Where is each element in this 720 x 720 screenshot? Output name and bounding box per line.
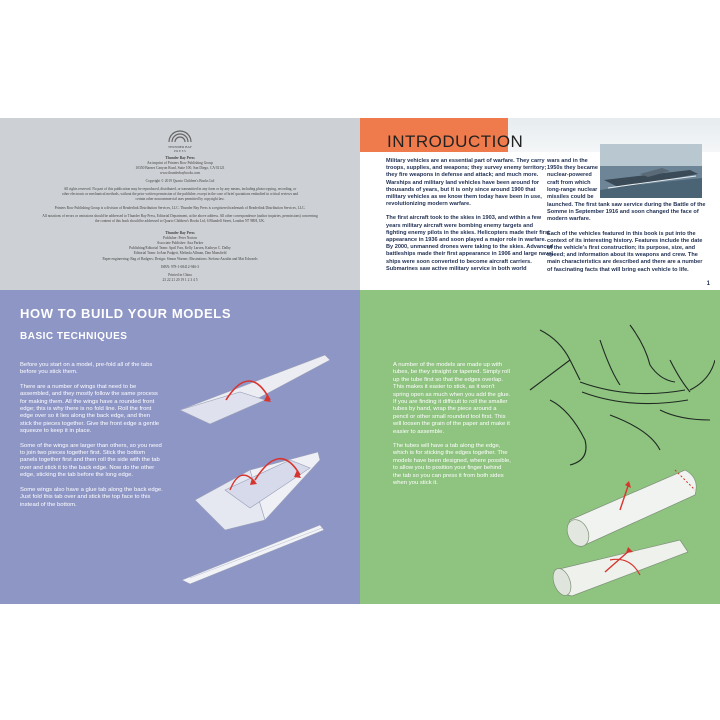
staff-heading: Thunder Bay Press: [165, 231, 195, 235]
intro-paragraph: Each of the vehicles featured in this book is put into the context of its interesting history. Features include the date of the vehicle's first construction; its purpose, size, and speed; and information about its weapons and crew. The main characteristics are described and there are a number of fascinating facts that will bring each vehicle to life.: [547, 230, 703, 273]
tubes-text: [393, 362, 511, 495]
page-title: HOW TO BUILD YOUR MODELS: [20, 306, 232, 321]
imprint-name: Thunder Bay Press: [165, 156, 195, 160]
warship-photo: [600, 144, 702, 198]
imprint-url: www.thunderbaybooks.com: [159, 171, 201, 175]
intro-line: 1950s they became: [547, 165, 598, 172]
intro-paragraph: Military vehicles are an essential part of warfare. They carry troops, supplies, and weapons; they survey enemy territory; they fire weapons in defense and attack; and much more. Warships and military land vehicles have been around for thousands of years, but it is only since around 1900 that military vehicles as we know them today have been in use, revolutionizing modern warfare.: [386, 158, 547, 208]
isbn-line: ISBN: 978-1-68412-946-3: [160, 265, 200, 269]
staff-line: Publishing/Editorial Team: April Farr, Kelly Larsen, Kathryn C. Dalby: [129, 246, 231, 250]
staff-line: Associate Publisher: Ana Parker: [156, 241, 204, 245]
build-instructions-page: [0, 290, 360, 604]
svg-text:THUNDER BAY: THUNDER BAY: [168, 145, 192, 149]
intro-column-2-narrow: [547, 158, 607, 201]
instruction-paragraph: The tubes will have a tab along the edge, which is for sticking the edges together. The models have been designed, where possible, to allow you to position your finger behind the tab so you can press it from both sides when you stick it.: [393, 443, 511, 487]
imprint-address: 10350 Barnes Canyon Road, Suite 100, San Diego, CA 92121: [135, 166, 225, 170]
wing-step-3-diagram: [182, 525, 324, 584]
printed-line: Printed in China: [168, 273, 192, 277]
intro-line: wars and in the: [547, 158, 588, 164]
intro-line: craft from which: [547, 179, 591, 186]
staff-line: Publisher: Peter Norton: [163, 236, 197, 240]
tube-rolling-illustrations: [510, 320, 715, 600]
trademark-text: Printers Row Publishing Group is a division of Readerlink Distribution Services, LLC. Thunder Bay Press is a registered trademark of Readerlink Distribution Services, LLC.: [54, 206, 306, 210]
instruction-paragraph: A number of the models are made up with tubes, be they straight or tapered. Simply roll up the tube first so that the edges overlap. This makes it easier to stick, as it won't spring open as much when you add the glue. If you are finding it difficult to roll the smaller tubes by hand, wrap the piece around a pencil or other small rounded tool first. This will loosen the grain of the paper and make it easier to assemble.: [393, 362, 511, 435]
instruction-paragraph: Some of the wings are larger than others, so you need to join two pieces together first. Stick the bottom panels together first and then roll the side with the tab over and stick it to the back edge. Now do the other edge, sticking the tab before the long edge.: [20, 442, 162, 479]
instruction-paragraph: Before you start on a model, pre-fold all of the tabs before you stick them.: [20, 362, 153, 376]
intro-paragraph: launched. The first tank saw service during the Battle of the Somme in September 1916 and soon changed the face of modern warfare.: [547, 202, 706, 223]
hands-rolling-diagram: [530, 325, 715, 465]
intro-line: missiles could be: [547, 194, 594, 201]
wing-step-1-diagram: [180, 355, 330, 424]
introduction-page: [360, 118, 720, 290]
tube-with-tab-diagram: [563, 470, 696, 550]
section-heading: BASIC TECHNIQUES: [20, 331, 128, 342]
intro-line: nuclear-powered: [547, 172, 592, 179]
instruction-paragraph: There are a number of wings that need to be assembled, and they mostly follow the same process for making them. All the wings have a rounded front edge; this is why there is no fold line. Roll the front edge over so it lies along the back edge, and then stick the pieces together. Give the front edge a gentle squeeze to keep it in place.: [20, 383, 160, 435]
print-number-line: 23 22 21 20 19 1 2 3 4 5: [162, 278, 198, 282]
rights-text: All rights reserved. No part of this publication may be reproduced, distributed, or transmitted in any form or by any means, including photocopying, recording, or other electronic or mechanical methods, without the prior written permission of the publisher, except in the case of brief quotations embodied in critical reviews and certain other noncommercial uses permitted by copyright law.: [61, 187, 299, 201]
instruction-paragraph: Some wings also have a glue tab along the back edge. Just fold this tab over and stick the top face to this instead of the bottom.: [20, 486, 163, 508]
imprint-line: An imprint of Printers Row Publishing Group: [147, 161, 213, 165]
page-title: INTRODUCTION: [387, 132, 524, 151]
intro-paragraph: The first aircraft took to the skies in 1903, and within a few years military aircraft were bombing enemy targets and fighting enemy pilots in the skies. Helicopters made their first appearance in 1936 and soon played a major role in warfare. By 2000, unmanned drones were taking to the skies. Advanced battleships made their first appearance in 1906 and large naval ships were soon converted to become aircraft carriers. Submarines saw active military service in both world: [386, 215, 554, 272]
svg-text:P R E S S: P R E S S: [174, 149, 186, 153]
tube-instructions-page: [360, 290, 720, 604]
publisher-logo-icon: [165, 124, 195, 154]
staff-line: Editorial Team: JoAnn Padgett, Melinda Allman, Dan Mansfield: [133, 251, 227, 255]
credits-line: Paper engineering: Bag of Badgers; Design: Simon Warner; Illustrations: Stefano Azzalin and Mat Edwards: [102, 257, 258, 261]
instructions-text: [20, 362, 163, 516]
wing-step-2-diagram: [195, 452, 320, 530]
inquiries-text: All notations of errors or omissions should be addressed to Thunder Bay Press, Editorial Department, at the above address. All other correspondence (author inquiries, permissions) concerning the content of this book should be addressed to Quarto Children's Books Ltd, 6 Blundell Street, London N7 9BH, UK.: [42, 214, 318, 223]
intro-column-2: [547, 202, 707, 281]
intro-column-1: [386, 158, 554, 280]
copyright-page: [0, 118, 360, 290]
copyright-line: Copyright © 2019 Quarto Children's Books Ltd: [145, 179, 215, 183]
intro-line: long-range nuclear: [547, 186, 598, 193]
page-number: 1: [706, 281, 710, 287]
wing-folding-illustrations: [170, 340, 340, 600]
tapered-tube-diagram: [550, 540, 688, 598]
